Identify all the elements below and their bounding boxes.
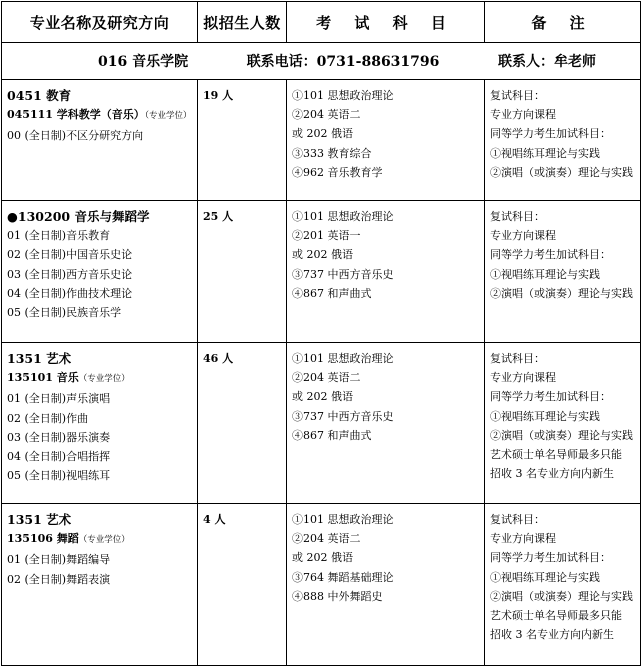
exam-item: ①101 思想政治理论 <box>292 89 394 102</box>
notes-cell <box>485 343 641 504</box>
program-row <box>2 343 641 504</box>
sub-major-code: 135106 舞蹈 <box>7 532 79 546</box>
note-item: ①视唱练耳理论与实践 <box>490 409 600 423</box>
program-row <box>2 504 641 666</box>
header-quota: 拟招生人数 <box>198 2 287 43</box>
note-item: 复试科目： <box>490 352 545 365</box>
exam-item: ①101 思想政治理论 <box>292 513 394 526</box>
degree-tag: （专业学位） <box>78 374 130 385</box>
note-item: 艺术硕士单名导师最多只能 <box>490 448 622 462</box>
exams-cell <box>287 201 485 343</box>
major-cell <box>2 343 198 504</box>
exams-cell <box>287 504 485 666</box>
program-row <box>2 80 641 201</box>
note-item: 专业方向课程 <box>490 371 556 385</box>
exam-item: 或 202 俄语 <box>292 127 353 141</box>
note-item: ②演唱（或演奏）理论与实践 <box>490 589 633 603</box>
exam-item: ④867 和声曲式 <box>292 428 372 442</box>
exam-item: ②204 英语二 <box>292 108 361 122</box>
note-item: ②演唱（或演奏）理论与实践 <box>490 165 633 179</box>
sub-major <box>7 105 193 126</box>
exam-item: ③333 教育综合 <box>292 146 372 160</box>
quota-value: 46 人 <box>203 352 234 365</box>
note-item: 复试科目： <box>490 89 545 102</box>
note-item: 专业方向课程 <box>490 229 556 243</box>
major-title: ●130200 音乐与舞蹈学 <box>7 209 150 224</box>
direction-item: 05 (全日制)民族音乐学 <box>7 306 122 320</box>
direction-item: 02 (全日制)舞蹈表演 <box>7 572 111 586</box>
header-major: 专业名称及研究方向 <box>2 2 198 43</box>
major-cell <box>2 80 198 201</box>
direction-item: 00 (全日制)不区分研究方向 <box>7 129 144 143</box>
notes-cell <box>485 201 641 343</box>
exam-item: 或 202 俄语 <box>292 551 353 565</box>
exam-item: ②204 英语二 <box>292 371 361 385</box>
note-item: 复试科目： <box>490 513 545 526</box>
exam-item: ①101 思想政治理论 <box>292 352 394 365</box>
exams-cell <box>287 80 485 201</box>
sub-major-code: 045111 学科教学（音乐） <box>7 108 145 122</box>
note-item: 同等学力考生加试科目： <box>490 551 611 565</box>
note-item: 专业方向课程 <box>490 532 556 546</box>
exam-item: ④962 音乐教育学 <box>292 165 383 179</box>
exam-item: ③737 中西方音乐史 <box>292 267 394 281</box>
direction-item: 01 (全日制)音乐教育 <box>7 229 111 243</box>
note-item: 艺术硕士单名导师最多只能 <box>490 609 622 623</box>
direction-item: 04 (全日制)合唱指挥 <box>7 450 111 464</box>
note-item: ①视唱练耳理论与实践 <box>490 267 600 281</box>
sub-major-code: 135101 音乐 <box>7 371 79 385</box>
major-title: 1351 艺术 <box>7 512 72 527</box>
degree-tag: （专业学位） <box>78 535 130 546</box>
program-row <box>2 201 641 343</box>
note-item: 招收 3 名专业方向内新生 <box>490 628 614 642</box>
note-item: 专业方向课程 <box>490 108 556 122</box>
direction-item: 01 (全日制)声乐演唱 <box>7 392 111 406</box>
notes-cell <box>485 80 641 201</box>
exam-item: ③764 舞蹈基础理论 <box>292 570 394 584</box>
note-item: ①视唱练耳理论与实践 <box>490 570 600 584</box>
direction-item: 01 (全日制)舞蹈编导 <box>7 553 111 567</box>
header-row <box>2 2 641 43</box>
note-item: ②演唱（或演奏）理论与实践 <box>490 428 633 442</box>
note-item: 同等学力考生加试科目： <box>490 390 611 404</box>
notes-cell <box>485 504 641 666</box>
direction-item: 02 (全日制)作曲 <box>7 411 89 425</box>
sub-major <box>7 368 193 389</box>
exam-item: 或 202 俄语 <box>292 248 353 262</box>
note-item: 同等学力考生加试科目： <box>490 127 611 141</box>
note-item: 招收 3 名专业方向内新生 <box>490 467 614 481</box>
major-title: 1351 艺术 <box>7 351 72 366</box>
department-info <box>2 51 640 71</box>
quota-value: 4 人 <box>203 513 226 526</box>
quota-value: 19 人 <box>203 89 234 102</box>
note-item: ①视唱练耳理论与实践 <box>490 146 600 160</box>
exam-item: ③737 中西方音乐史 <box>292 409 394 423</box>
note-item: 同等学力考生加试科目： <box>490 248 611 262</box>
degree-tag: （专业学位） <box>144 111 192 122</box>
exam-item: ②201 英语一 <box>292 229 361 243</box>
exam-item: ④867 和声曲式 <box>292 286 372 300</box>
quota-value: 25 人 <box>203 210 234 223</box>
quota-cell <box>198 201 287 343</box>
header-notes: 备 注 <box>485 2 641 43</box>
admissions-table <box>1 1 641 666</box>
note-item: ②演唱（或演奏）理论与实践 <box>490 286 633 300</box>
department-name: 016 音乐学院 <box>98 54 189 70</box>
direction-item: 04 (全日制)作曲技术理论 <box>7 286 133 300</box>
quota-cell <box>198 504 287 666</box>
header-exams: 考 试 科 目 <box>287 2 485 43</box>
exam-item: 或 202 俄语 <box>292 390 353 404</box>
quota-cell <box>198 343 287 504</box>
major-cell <box>2 504 198 666</box>
direction-item: 05 (全日制)视唱练耳 <box>7 469 111 483</box>
sub-major <box>7 529 193 550</box>
direction-item: 03 (全日制)器乐演奏 <box>7 430 111 444</box>
direction-item: 02 (全日制)中国音乐史论 <box>7 248 133 262</box>
exam-item: ④888 中外舞蹈史 <box>292 589 383 603</box>
direction-item: 03 (全日制)西方音乐史论 <box>7 267 133 281</box>
note-item: 复试科目： <box>490 210 545 223</box>
exams-cell <box>287 343 485 504</box>
department-row <box>2 43 641 80</box>
major-cell <box>2 201 198 343</box>
department-contact: 联系人：牟老师 <box>497 54 596 70</box>
major-title: 0451 教育 <box>7 88 72 103</box>
quota-cell <box>198 80 287 201</box>
exam-item: ②204 英语二 <box>292 532 361 546</box>
exam-item: ①101 思想政治理论 <box>292 210 394 223</box>
department-phone: 联系电话：0731-88631796 <box>246 54 440 70</box>
